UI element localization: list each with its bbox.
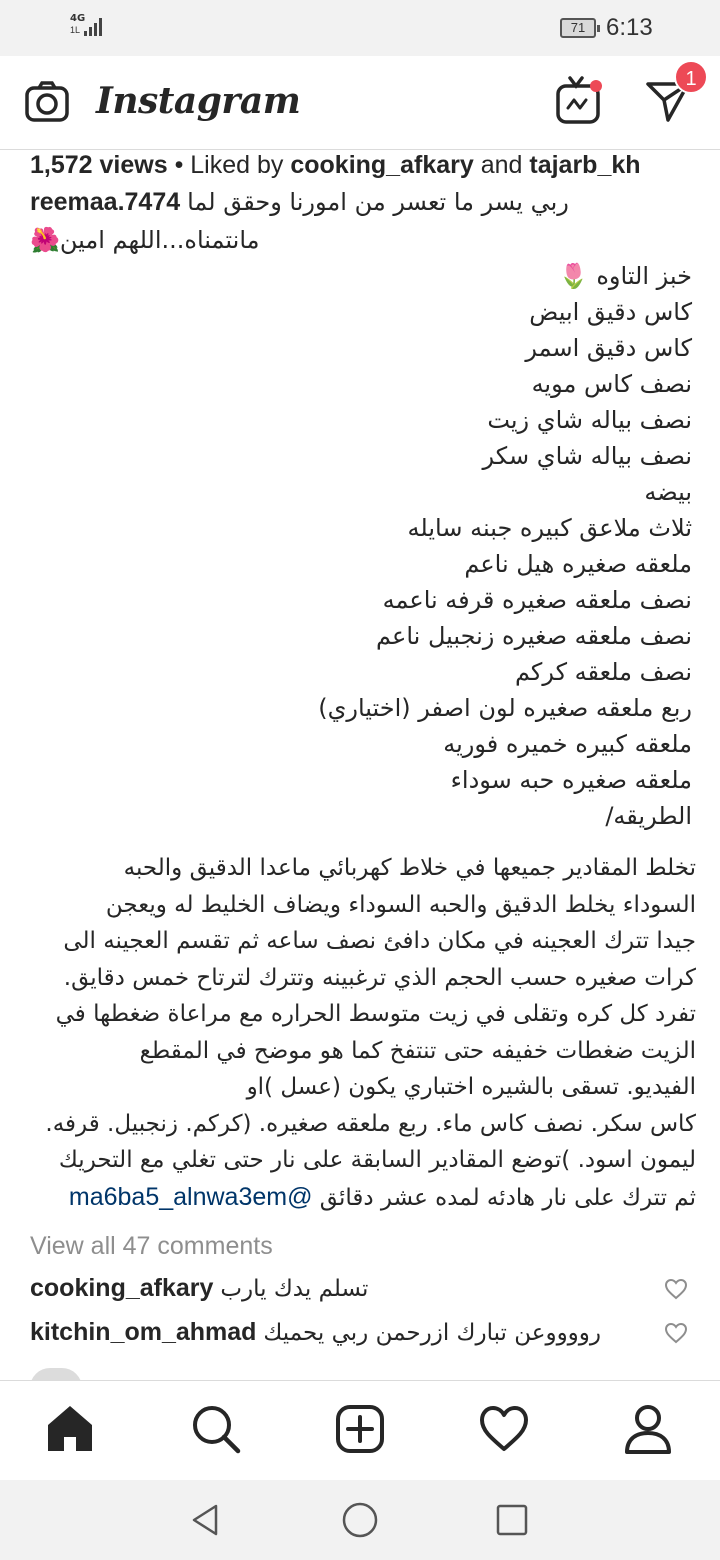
recipe-line: نصف بياله شاي سكر	[482, 442, 692, 470]
instagram-logo: Instagram	[96, 80, 301, 122]
mention-link[interactable]: @ma6ba5_alnwa3em	[68, 1182, 313, 1211]
notification-badge: 1	[674, 60, 708, 94]
recipe-line: ملعقه كبيره خميره فوريه	[443, 730, 692, 758]
liked-user-link[interactable]: cooking_afkary	[290, 151, 474, 179]
battery-indicator: 71	[560, 18, 596, 38]
liked-and: and	[473, 151, 530, 179]
method-line: الفيديو. تسقى بالشيره اختباري يكون (عسل )او	[246, 1074, 696, 1100]
recipe-line: الطريقه/	[605, 802, 692, 830]
recipe-line: نصف ملعقه صغيره قرفه ناعمه	[382, 586, 692, 614]
recipe-line: نصف ملعقه كركم	[514, 658, 692, 686]
view-all-comments-link[interactable]: View all 47 comments	[30, 1232, 273, 1260]
comment-username[interactable]: cooking_afkary	[30, 1274, 214, 1302]
comment-row	[30, 1312, 710, 1352]
network-subtype: 1L	[70, 25, 81, 35]
network-type: 4G	[70, 13, 86, 24]
method-line	[26, 1179, 696, 1216]
app-header	[0, 56, 720, 150]
comment-text: تسلم يدك يارب	[220, 1276, 369, 1302]
views-count[interactable]: 1,572 views	[30, 151, 168, 179]
method-line: تفرد كل كره وتقلى في زيت متوسط الحراره مع مراعاة ضغطها في	[55, 1001, 696, 1027]
system-navigation-bar	[0, 1480, 720, 1560]
method-line: كاس سكر. نصف كاس ماء. ربع ملعقه صغيره. (كركم. زنجبيل. قرفه.	[45, 1110, 696, 1137]
recipe-line: ملعقه صغيره حبه سوداء	[450, 766, 692, 794]
method-line: الزيت ضغطات خفيفه حتى تنتفخ كما هو موضح في المقطع	[139, 1037, 696, 1064]
method-line: السوداء يخلط الدقيق والحبه السوداء ويضاف الخليط له ويعجن	[105, 891, 696, 918]
recipe-line: نصف ملعقه صغيره زنجبيل ناعم	[376, 622, 692, 650]
method-line: ليمون اسود. )توضع المقادير السابقة على نار حتى تغلي مع التحريك	[58, 1147, 696, 1173]
comment-username[interactable]: kitchin_om_ahmad	[30, 1318, 257, 1346]
signal-bars-icon	[84, 18, 106, 36]
comment-text: رووووعن تبارك ازرحمن ربي يحميك	[263, 1320, 602, 1346]
liked-by-prefix: • Liked by	[167, 151, 291, 179]
avatar	[30, 1368, 82, 1380]
recipe-line: ربع ملعقه صغيره لون اصفر (اختياري)	[318, 694, 692, 722]
home-circle-icon[interactable]	[340, 1500, 380, 1540]
activity-heart-icon[interactable]	[478, 1403, 530, 1455]
recents-icon[interactable]	[492, 1500, 532, 1540]
new-post-icon[interactable]	[334, 1403, 386, 1455]
recipe-line: خبز التاوه 🌷	[558, 262, 692, 290]
bottom-navigation	[0, 1380, 720, 1480]
recipe-line: كاس دقيق اسمر	[525, 334, 692, 362]
recipe-line: كاس دقيق ابيض	[529, 298, 692, 326]
home-icon[interactable]	[44, 1403, 96, 1455]
method-line: كرات صغيره حسب الحجم الذي ترغبينه وتترك لترتاح خمس دقايق.	[63, 964, 696, 991]
clock: 6:13	[606, 14, 653, 41]
recipe-line: بيضه	[644, 478, 692, 506]
caption-text: ربي يسر ما تعسر من امورنا وحقق لما	[187, 188, 569, 216]
recipe-line: نصف بياله شاي زيت	[487, 406, 692, 434]
search-icon[interactable]	[190, 1403, 242, 1455]
recipe-method	[26, 850, 696, 1215]
profile-icon[interactable]	[622, 1403, 674, 1455]
recipe-line: ثلاث ملاعق كبيره جبنه سايله	[407, 514, 692, 542]
like-comment-heart-icon[interactable]	[664, 1278, 688, 1300]
liked-user-link[interactable]: tajarb_kh	[529, 151, 641, 179]
recipe-ingredients	[20, 258, 692, 834]
back-icon[interactable]	[186, 1500, 226, 1540]
method-line-text: ثم تترك على نار هادئه لمده عشر دقائق	[319, 1184, 696, 1211]
caption-username[interactable]: reemaa.7474	[30, 188, 181, 216]
status-bar	[0, 0, 720, 56]
views-liked-line	[30, 150, 641, 180]
like-comment-heart-icon[interactable]	[664, 1322, 688, 1344]
caption-second-line: 🌺مانتمناه...اللهم امين	[30, 226, 260, 254]
camera-icon[interactable]	[24, 80, 70, 126]
method-line: جيدا تترك العجينه في مكان دافئ نصف ساعه ثم تقسم العجينه الى	[63, 928, 696, 954]
method-line: تخلط المقادير جميعها في خلاط كهربائي ماعدا الدقيق والحبه	[123, 855, 696, 881]
caption-first-line	[30, 186, 700, 218]
post-content	[0, 150, 720, 1380]
comment-row	[30, 1268, 710, 1308]
igtv-icon[interactable]	[554, 72, 606, 128]
recipe-line: نصف كاس مويه	[531, 370, 692, 398]
recipe-line: ملعقه صغيره هيل ناعم	[464, 550, 692, 578]
signal-indicator	[70, 14, 106, 38]
